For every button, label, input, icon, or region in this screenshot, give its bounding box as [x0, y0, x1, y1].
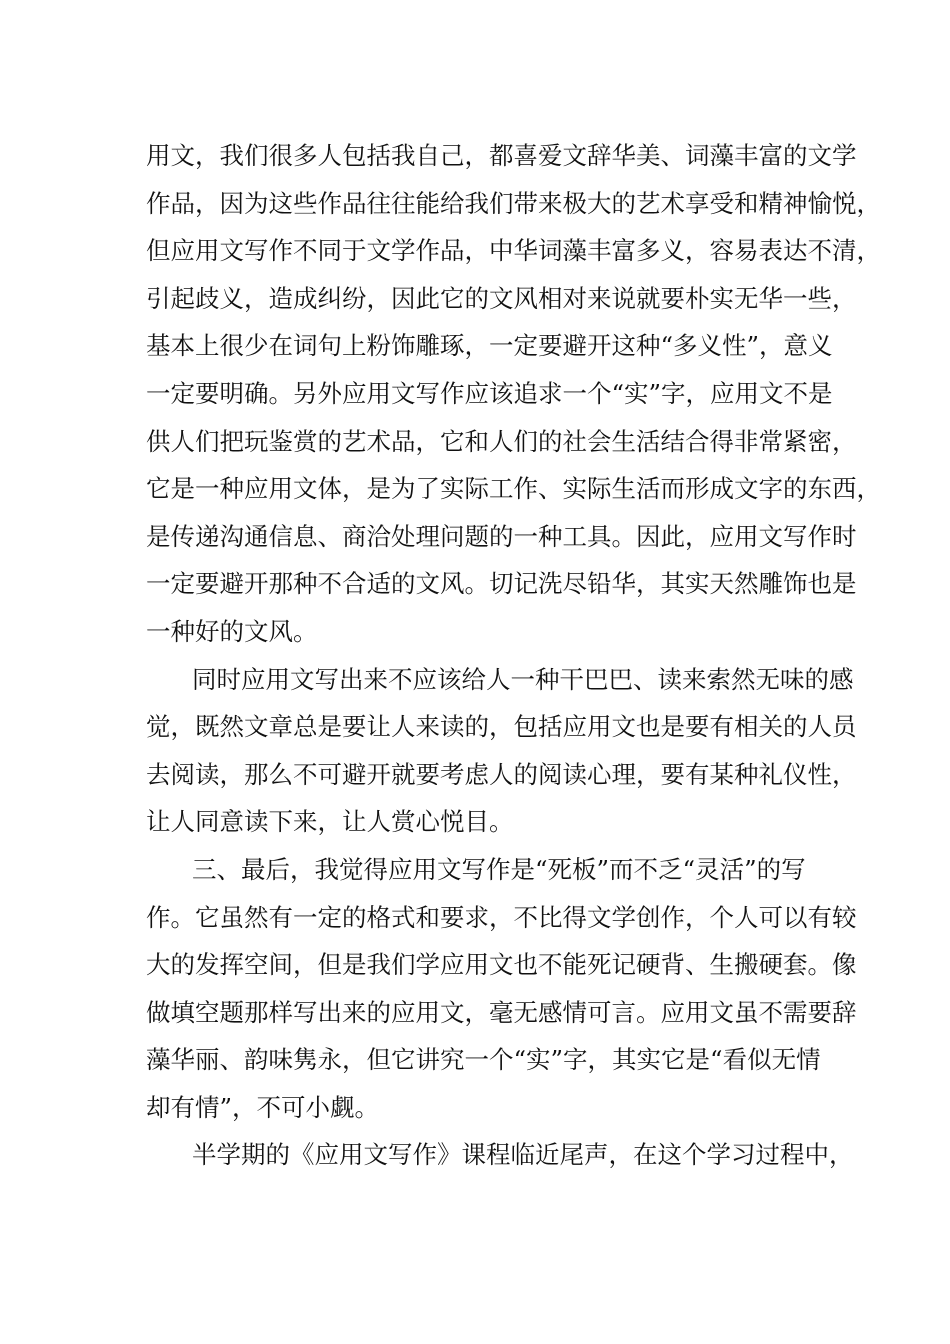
- text-line-indented: 三、最后，我觉得应用文写作是“死板”而不乏“灵活”的写: [192, 854, 806, 884]
- text-line: 引起歧义，造成纠纷，因此它的文风相对来说就要朴实无华一些，: [146, 283, 857, 313]
- text-line: 去阅读，那么不可避开就要考虑人的阅读心理，要有某种礼仪性，: [146, 759, 857, 789]
- text-line: 一种好的文风。: [146, 616, 318, 646]
- text-line: 但应用文写作不同于文学作品，中华词藻丰富多义，容易表达不清，: [146, 236, 881, 266]
- text-line: 一定要明确。另外应用文写作应该追求一个“实”字，应用文不是: [146, 378, 833, 408]
- text-line: 作品，因为这些作品往往能给我们带来极大的艺术享受和精神愉悦，: [146, 188, 881, 218]
- text-line: 一定要避开那种不合适的文风。切记洗尽铅华，其实天然雕饰也是: [146, 569, 857, 599]
- text-line-indented: 同时应用文写出来不应该给人一种干巴巴、读来索然无味的感: [192, 664, 854, 694]
- text-line-indented: 半学期的《应用文写作》课程临近尾声，在这个学习过程中，: [192, 1140, 854, 1170]
- body-text: [146, 132, 881, 1179]
- text-line: 供人们把玩鉴赏的艺术品，它和人们的社会生活结合得非常紧密，: [146, 426, 857, 456]
- text-line: 作。它虽然有一定的格式和要求，不比得文学创作，个人可以有较: [146, 902, 857, 932]
- text-line: 用文，我们很多人包括我自己，都喜爱文辞华美、词藻丰富的文学: [146, 141, 857, 170]
- text-line: 是传递沟通信息、商洽处理问题的一种工具。因此，应用文写作时: [146, 521, 857, 551]
- text-line: 大的发挥空间，但是我们学应用文也不能死记硬背、生搬硬套。像: [146, 950, 857, 980]
- text-line: 藻华丽、韵味隽永，但它讲究一个“实”字，其实它是“看似无情: [146, 1045, 821, 1075]
- text-line: 却有情”，不可小觑。: [146, 1092, 380, 1122]
- text-line: 它是一种应用文体，是为了实际工作、实际生活而形成文字的东西，: [146, 474, 881, 504]
- text-line: 基本上很少在词句上粉饰雕琢，一定要避开这种“多义性”，意义: [146, 331, 833, 361]
- text-line: 觉，既然文章总是要让人来读的，包括应用文也是要有相关的人员: [146, 712, 857, 742]
- text-line: 让人同意读下来，让人赏心悦目。: [146, 807, 514, 837]
- text-line: 做填空题那样写出来的应用文，毫无感情可言。应用文虽不需要辞: [146, 997, 857, 1027]
